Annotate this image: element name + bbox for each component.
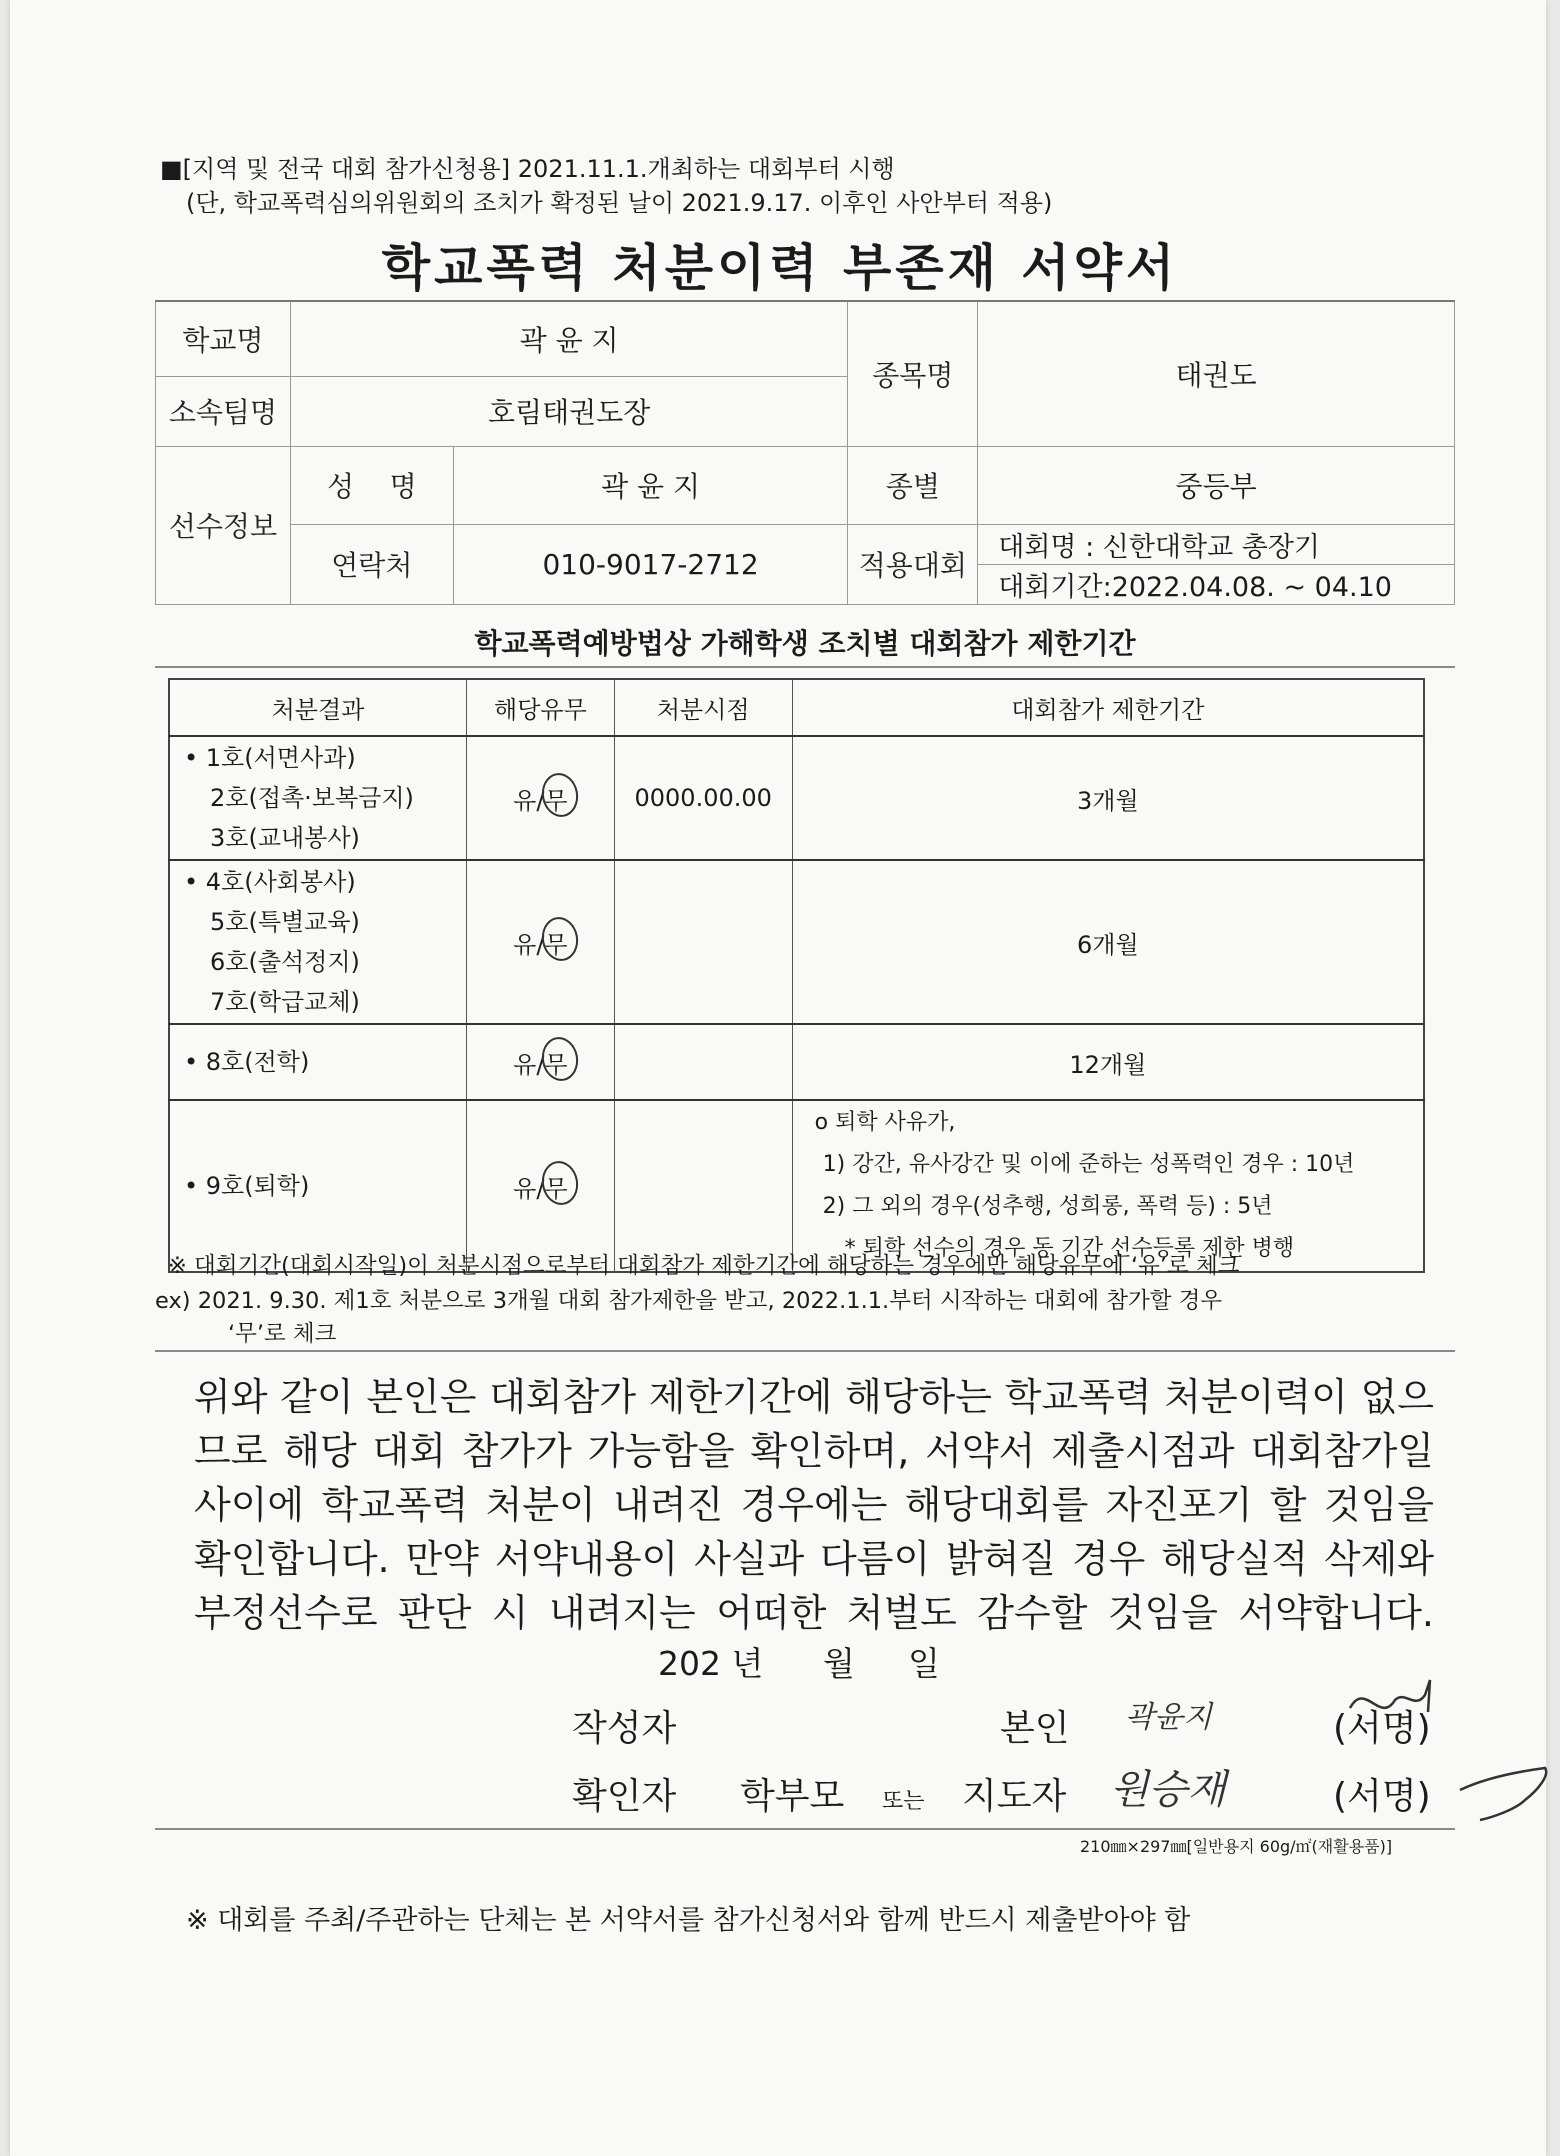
- name-label: 성 명: [290, 446, 453, 524]
- event-label: 적용대회: [848, 524, 978, 604]
- header-result: 처분결과: [169, 679, 467, 736]
- date-value: 0000.00.00: [614, 736, 792, 860]
- pledge-line: 므로 해당 대회 참가가 가능함을 확인하며, 서약서 제출시점과 대회참가일: [194, 1429, 1434, 1473]
- self-handwritten-name: 곽윤지: [1125, 1700, 1212, 1735]
- applicable-cell: [467, 1024, 615, 1100]
- result-item: • 1호(서면사과): [184, 744, 356, 772]
- notice-line-1: ■[지역 및 전국 대회 참가신청용] 2021.11.1.개최하는 대회부터 시행: [160, 155, 895, 183]
- expulsion-detail: [792, 1100, 1424, 1272]
- coach-label: 지도자: [962, 1776, 1067, 1817]
- or-label: 또는: [882, 1789, 925, 1814]
- penalty-subtitle: 학교폭력예방법상 가해학생 조치별 대회참가 제한기간: [474, 627, 1136, 660]
- subtitle-divider: [155, 666, 1455, 668]
- event-period: 대회기간:2022.04.08. ~ 04.10: [978, 564, 1455, 604]
- writer-label: 작성자: [572, 1708, 677, 1749]
- self-label: 본인: [1000, 1708, 1070, 1749]
- signature-strokes: [1310, 1650, 1560, 1850]
- paper-spec: 210㎜×297㎜[일반용지 60g/㎡(재활용품)]: [1080, 1837, 1393, 1856]
- header-applicable: 해당유무: [467, 679, 615, 736]
- note-2: ex) 2021. 9.30. 제1호 처분으로 3개월 대회 참가제한을 받고, 2022.1.1.부터 시작하는 대회에 참가할 경우: [155, 1288, 1223, 1314]
- parent-label: 학부모: [740, 1776, 845, 1817]
- team-value: 호림태권도장: [290, 376, 848, 446]
- division-label: 종별: [848, 446, 978, 524]
- info-table: [155, 300, 1455, 605]
- date-year: 202 년: [658, 1644, 764, 1683]
- pledge-text: [194, 1370, 1434, 1640]
- limit-value: 12개월: [792, 1024, 1424, 1100]
- result-item: 3호(교내봉사): [210, 824, 360, 852]
- result-item: 2호(접촉·보복금지): [210, 784, 414, 812]
- school-value: 곽 윤 지: [290, 301, 848, 376]
- expulsion-line: 1) 강간, 유사강간 및 이에 준하는 성폭력인 경우 : 10년: [822, 1152, 1355, 1177]
- result-item: 7호(학급교체): [210, 988, 360, 1016]
- result-item: • 9호(퇴학): [184, 1172, 310, 1200]
- expulsion-line: * 퇴학 선수의 경우 동 기간 선수등록 제한 병행: [844, 1236, 1295, 1261]
- applicable-cell: [467, 736, 615, 860]
- signature-divider: [155, 1828, 1455, 1830]
- applicable-cell: [467, 860, 615, 1024]
- applicable-cell: [467, 1100, 615, 1272]
- result-cell: [169, 860, 467, 1024]
- pledge-line: 부정선수로 판단 시 내려지는 어떠한 처벌도 감수할 것임을 서약합니다.: [194, 1591, 1434, 1635]
- note-1: ※ 대회기간(대회시작일)이 처분시점으로부터 대회참가 제한기간에 해당하는 경우에만 해당유무에 ‘유’로 체크: [168, 1253, 1240, 1279]
- signature-stroke: [1350, 1680, 1430, 1712]
- confirm-label: 확인자: [572, 1776, 677, 1817]
- event-name: 대회명 : 신한대학교 총장기: [978, 524, 1455, 564]
- pledge-line: 위와 같이 본인은 대회참가 제한기간에 해당하는 학교폭력 처분이력이 없으: [194, 1375, 1434, 1419]
- contact-label: 연락처: [290, 524, 453, 604]
- result-cell: [169, 1100, 467, 1272]
- result-item: 5호(특별교육): [210, 908, 360, 936]
- notes-divider: [155, 1350, 1455, 1352]
- pledge-line: 확인합니다. 만약 서약내용이 사실과 다름이 밝혀질 경우 해당실적 삭제와: [194, 1537, 1434, 1581]
- document-title: 학교폭력 처분이력 부존재 서약서: [381, 239, 1179, 297]
- contact-value: 010-9017-2712: [453, 524, 848, 604]
- result-cell: [169, 736, 467, 860]
- penalty-table: [168, 678, 1425, 1273]
- header-limit: 대회참가 제한기간: [792, 679, 1424, 736]
- sport-label: 종목명: [848, 301, 978, 446]
- date-month: 월: [823, 1644, 855, 1683]
- yes-no-mark: 유/무: [513, 1045, 567, 1080]
- limit-value: 6개월: [792, 860, 1424, 1024]
- sign-mark-1: (서명): [1333, 1708, 1431, 1749]
- yes-no-mark: 유/무: [513, 1169, 567, 1204]
- player-info-label: 선수정보: [156, 446, 291, 604]
- team-label: 소속팀명: [156, 376, 291, 446]
- header-date: 처분시점: [614, 679, 792, 736]
- notice-line-2: (단, 학교폭력심의위원회의 조치가 확정된 날이 2021.9.17. 이후인 사안부터 적용): [186, 189, 1053, 217]
- result-item: • 4호(사회봉사): [184, 868, 356, 896]
- school-label: 학교명: [156, 301, 291, 376]
- name-value: 곽 윤 지: [453, 446, 848, 524]
- result-item: • 8호(전학): [184, 1048, 310, 1076]
- division-value: 중등부: [978, 446, 1455, 524]
- pledge-line: 사이에 학교폭력 처분이 내려진 경우에는 해당대회를 자진포기 할 것임을: [194, 1483, 1434, 1527]
- yes-no-mark: 유/무: [513, 925, 567, 960]
- footer-note: ※ 대회를 주최/주관하는 단체는 본 서약서를 참가신청서와 함께 반드시 제출받아야 함: [186, 1905, 1191, 1936]
- expulsion-line: o 퇴학 사유가,: [814, 1110, 956, 1135]
- coach-handwritten-name: 원승재: [1110, 1767, 1226, 1813]
- limit-value: 3개월: [792, 736, 1424, 860]
- sign-mark-2: (서명): [1333, 1776, 1431, 1817]
- signature-stroke: [1460, 1768, 1546, 1820]
- date-value: [614, 1024, 792, 1100]
- expulsion-line: 2) 그 외의 경우(성추행, 성희롱, 폭력 등) : 5년: [822, 1194, 1273, 1219]
- date-value: [614, 1100, 792, 1272]
- date-day: 일: [908, 1644, 940, 1683]
- yes-no-mark: 유/무: [513, 781, 567, 816]
- result-item: 6호(출석정지): [210, 948, 360, 976]
- note-3: ‘무’로 체크: [228, 1321, 337, 1347]
- result-cell: [169, 1024, 467, 1100]
- date-value: [614, 860, 792, 1024]
- sport-value: 태권도: [978, 301, 1455, 446]
